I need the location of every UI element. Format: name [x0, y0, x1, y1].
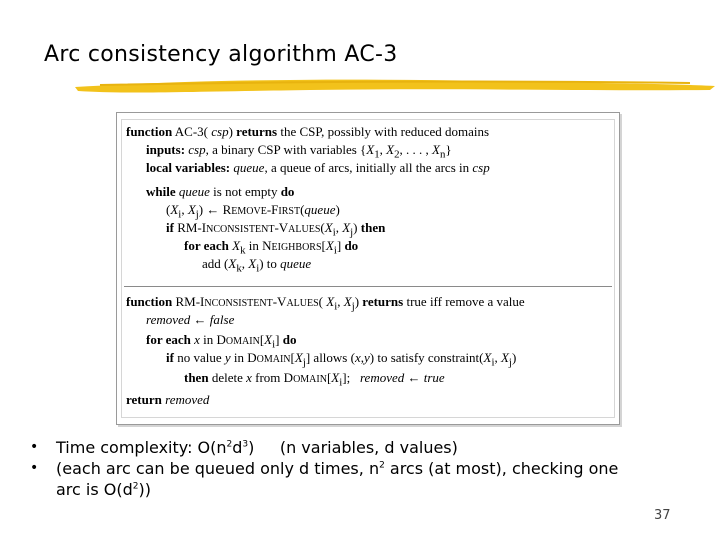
bullet-list — [30, 437, 710, 500]
bullet-item-2 — [30, 458, 710, 479]
algo-line-4: while queue is not empty do — [146, 184, 295, 199]
bullet-item-1 — [30, 437, 710, 458]
algo-line-5: ($X_i$, $X_j$) ← REMOVE-FIRST(queue) — [166, 202, 340, 221]
algo-line-14: return removed — [126, 392, 210, 407]
slide-title: Arc consistency algorithm AC-3 — [44, 42, 398, 67]
bullet-text-time-complexity: Time complexity: $O(n^2d^3)$ (n variables, d values) — [56, 438, 458, 457]
algorithm-separator — [124, 286, 612, 287]
bullet-marker: • — [30, 460, 39, 476]
algorithm-figure — [116, 112, 620, 425]
bullet-marker: • — [30, 439, 39, 455]
algo-line-9: function RM-INCONSISTENT-VALUES( $X_i$, $X_j$) returns true iff remove a value — [126, 294, 525, 313]
page-number: 37 — [654, 508, 671, 523]
algo-line-1: function AC-3( csp) returns the CSP, possibly with reduced domains — [126, 124, 490, 139]
algorithm-inner-frame — [121, 119, 615, 418]
algo-line-2: inputs: csp, a binary CSP with variables {$X_1$, $X_2$, . . . , $X_n$} — [146, 142, 452, 161]
algo-line-12: if no value y in $DOMAIN[X_j]$ allows (x,y) to satisfy $constraint(X_i$, $X_j$) — [166, 350, 517, 369]
bullet-text-arc-explanation-cont: arc is $O(d^2)$) — [56, 480, 151, 499]
title-underline-brushstroke — [70, 72, 720, 102]
algo-line-10: removed ← false — [146, 312, 235, 327]
algo-line-7: for each $X_k$ in $NEIGHBORS[X_i]$ do — [184, 238, 359, 257]
algo-line-11: for each x in $DOMAIN[X_i]$ do — [146, 332, 297, 351]
bullet-item-2-continuation — [30, 479, 710, 500]
algo-line-6: if $RM-INCONSISTENT-VALUES(X_i$, $X_j$) then — [166, 220, 386, 239]
bullet-text-arc-explanation: (each arc can be queued only d times, $n^2$ arcs (at most), checking one — [56, 459, 619, 478]
algo-line-3: local variables: queue, a queue of arcs, initially all the arcs in csp — [146, 160, 490, 175]
algo-line-13: then delete x from $DOMAIN[X_i]$; removed ← true — [184, 370, 445, 389]
algo-line-8: add ($X_k$, $X_i$) to queue — [202, 256, 312, 275]
